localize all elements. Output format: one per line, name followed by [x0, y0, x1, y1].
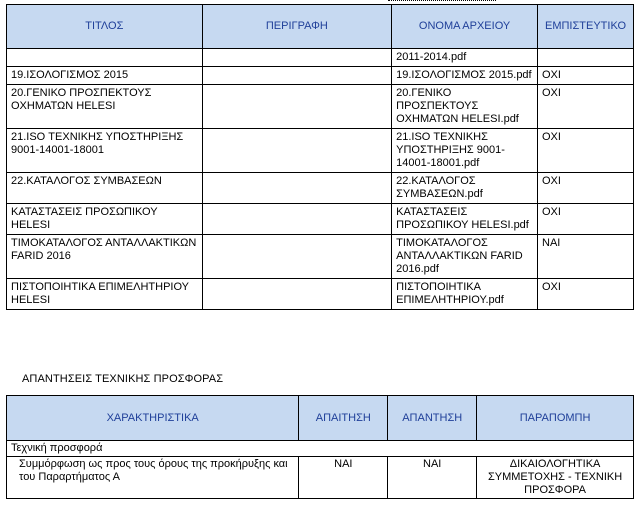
requirement-cell: ΝΑΙ	[299, 457, 388, 499]
technical-offer-header	[7, 396, 634, 441]
section-heading: ΑΠΑΝΤΗΣΕΙΣ ΤΕΧΝΙΚΗΣ ΠΡΟΣΦΟΡΑΣ	[22, 373, 224, 385]
description-cell	[202, 49, 392, 67]
description-cell	[202, 129, 392, 173]
table-row	[7, 279, 634, 310]
description-cell	[202, 235, 392, 279]
confidential-cell	[538, 49, 634, 67]
filename-cell: ΚΑΤΑΣΤΑΣΕΙΣ ΠΡΟΣΩΠΙΚΟΥ HELESI.pdf	[392, 204, 538, 235]
description-cell	[202, 85, 392, 129]
title-cell: 21.ISO ΤΕΧΝΙΚΗΣ ΥΠΟΣΤΗΡΙΞΗΣ 9001-14001-18001	[7, 129, 203, 173]
filename-cell: ΤΙΜΟΚΑΤΑΛΟΓΟΣ ΑΝΤΑΛΛΑΚΤΙΚΩΝ FARID 2016.pdf	[392, 235, 538, 279]
header-confidential: ΕΜΠΙΣΤΕΥΤΙΚΟ	[538, 5, 634, 49]
group-label: Τεχνική προσφορά	[7, 441, 634, 457]
title-cell	[7, 49, 203, 67]
header-answer: ΑΠΑΝΤΗΣΗ	[388, 396, 477, 441]
filename-cell: 21.ISO ΤΕΧΝΙΚΗΣ ΥΠΟΣΤΗΡΙΞΗΣ 9001-14001-18001.pdf	[392, 129, 538, 173]
confidential-cell: ΟΧΙ	[538, 279, 634, 310]
filename-cell: ΠΙΣΤΟΠΟΙΗΤΙΚΑ ΕΠΙΜΕΛΗΤΗΡΙΟΥ.pdf	[392, 279, 538, 310]
confidential-cell: ΟΧΙ	[538, 204, 634, 235]
feature-cell: Συμμόρφωση ως προς τους όρους της προκήρυξης και του Παραρτήματος Α	[7, 457, 299, 499]
confidential-cell: ΟΧΙ	[538, 129, 634, 173]
confidential-cell: ΝΑΙ	[538, 235, 634, 279]
table-row	[7, 235, 634, 279]
filename-cell: 2011-2014.pdf	[392, 49, 538, 67]
table-row	[7, 49, 634, 67]
title-cell: 20.ΓΕΝΙΚΟ ΠΡΟΣΠΕΚΤΟΥΣ ΟΧΗΜΑΤΩΝ HELESI	[7, 85, 203, 129]
description-cell	[202, 279, 392, 310]
reference-cell: ΔΙΚΑΙΟΛΟΓΗΤΙΚΑ ΣΥΜΜΕΤΟΧΗΣ - ΤΕΧΝΙΚΗ ΠΡΟΣΦΟΡΑ	[477, 457, 634, 499]
filename-cell: 22.ΚΑΤΑΛΟΓΟΣ ΣΥΜΒΑΣΕΩΝ.pdf	[392, 173, 538, 204]
filename-cell: 19.ΙΣΟΛΟΓΙΣΜΟΣ 2015.pdf	[392, 67, 538, 85]
technical-offer-table	[6, 395, 634, 499]
header-reference: ΠΑΡΑΠΟΜΠΗ	[477, 396, 634, 441]
description-cell	[202, 173, 392, 204]
answer-cell: ΝΑΙ	[388, 457, 477, 499]
description-cell	[202, 67, 392, 85]
table-row	[7, 129, 634, 173]
title-cell: ΚΑΤΑΣΤΑΣΕΙΣ ΠΡΟΣΩΠΙΚΟΥ HELESI	[7, 204, 203, 235]
confidential-cell: ΟΧΙ	[538, 173, 634, 204]
group-row	[7, 441, 634, 457]
header-filename: ΟΝΟΜΑ ΑΡΧΕΙΟΥ	[392, 5, 538, 49]
table-row	[7, 204, 634, 235]
table-row	[7, 457, 634, 499]
filename-cell: 20.ΓΕΝΙΚΟ ΠΡΟΣΠΕΚΤΟΥΣ ΟΧΗΜΑΤΩΝ HELESI.pdf	[392, 85, 538, 129]
header-description: ΠΕΡΙΓΡΑΦΗ	[202, 5, 392, 49]
files-table-header	[7, 5, 634, 49]
confidential-cell: ΟΧΙ	[538, 85, 634, 129]
confidential-cell: ΟΧΙ	[538, 67, 634, 85]
header-features: ΧΑΡΑΚΤΗΡΙΣΤΙΚΑ	[7, 396, 299, 441]
table-row	[7, 173, 634, 204]
title-cell: ΤΙΜΟΚΑΤΑΛΟΓΟΣ ΑΝΤΑΛΛΑΚΤΙΚΩΝ FARID 2016	[7, 235, 203, 279]
header-requirement: ΑΠΑΙΤΗΣΗ	[299, 396, 388, 441]
title-cell: 19.ΙΣΟΛΟΓΙΣΜΟΣ 2015	[7, 67, 203, 85]
files-table	[6, 4, 634, 310]
table-row	[7, 67, 634, 85]
table-row	[7, 85, 634, 129]
description-cell	[202, 204, 392, 235]
title-cell: ΠΙΣΤΟΠΟΙΗΤΙΚΑ ΕΠΙΜΕΛΗΤΗΡΙΟΥ HELESI	[7, 279, 203, 310]
title-cell: 22.ΚΑΤΑΛΟΓΟΣ ΣΥΜΒΑΣΕΩΝ	[7, 173, 203, 204]
header-title: ΤΙΤΛΟΣ	[7, 5, 203, 49]
